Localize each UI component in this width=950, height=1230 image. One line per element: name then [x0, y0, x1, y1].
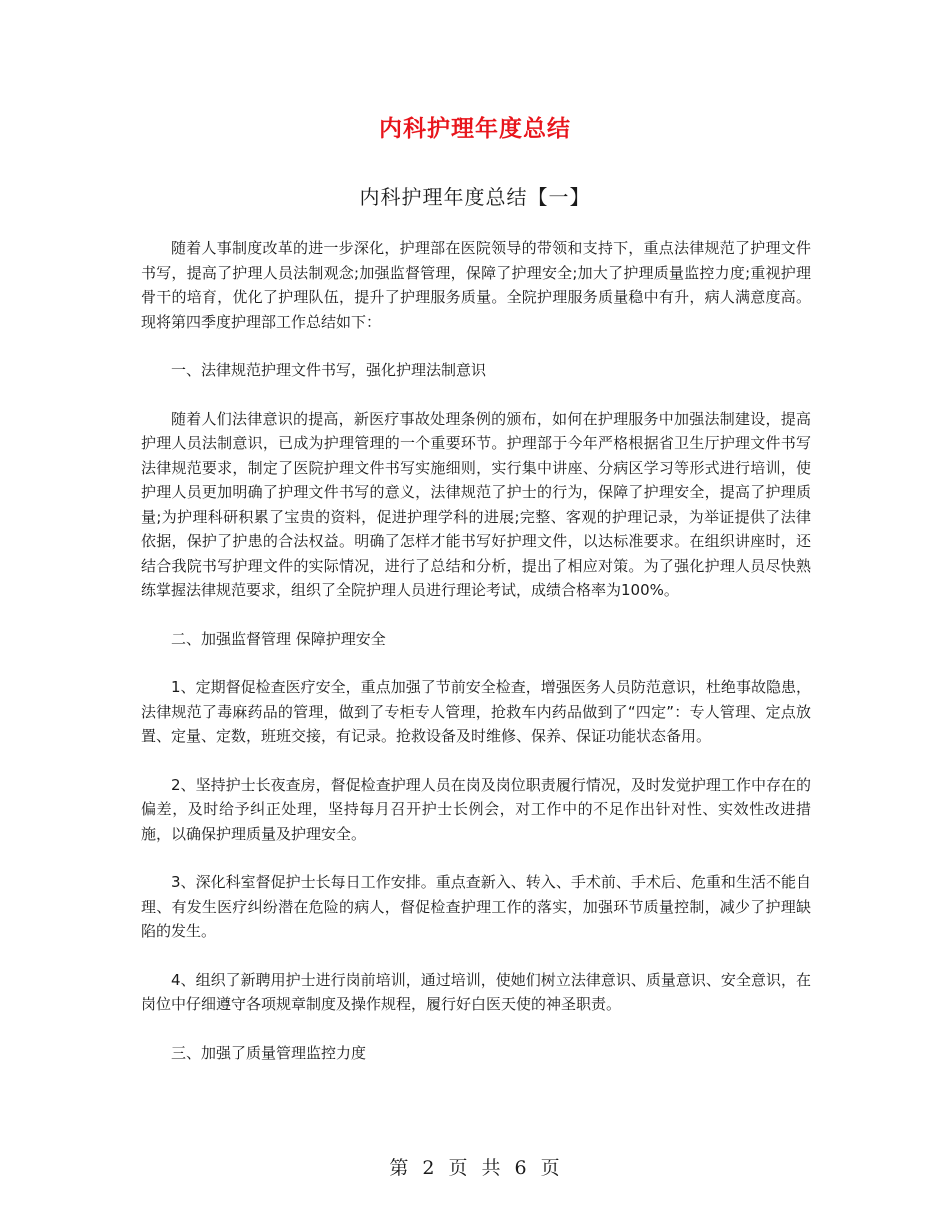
section-title: 内科护理年度总结【一】 [359, 185, 591, 209]
heading-one: 一、法律规范护理文件书写，强化护理法制意识 [171, 361, 487, 379]
document-body [141, 236, 811, 1065]
list-item-2: 2、坚持护士长夜查房，督促检查护理人员在岗及岗位职责履行情况，及时发觉护理工作中存在的偏差，及时给予纠正处理，坚持每月召开护士长例会，对工作中的不足作出针对性、实效性改进措施，以确保护理质量及护理安全。 [141, 775, 811, 843]
page-number-footer: 第 2 页 共 6 页 [389, 1157, 561, 1179]
list-item-1: 1、定期督促检查医疗安全，重点加强了节前安全检查，增强医务人员防范意识，杜绝事故隐患，法律规范了毒麻药品的管理，做到了专柜专人管理，抢救车内药品做到了“四定”：专人管理、定点放置、定量、定数，班班交接，有记录。抢救设备及时维修、保养、保证功能状态备用。 [141, 678, 811, 745]
list-item-3: 3、深化科室督促护士长每日工作安排。重点查新入、转入、手术前、手术后、危重和生活不能自理、有发生医疗纠纷潜在危险的病人，督促检查护理工作的落实，加强环节质量控制，减少了护理缺陷的发生。 [141, 873, 811, 940]
heading-three: 三、加强了质量管理监控力度 [171, 1043, 367, 1062]
heading-two: 二、加强监督管理 保障护理安全 [171, 629, 386, 648]
document-title: 内科护理年度总结 [379, 116, 571, 142]
list-item-4: 4、组织了新聘用护士进行岗前培训，通过培训，使她们树立法律意识、质量意识、安全意识，在岗位中仔细遵守各项规章制度及操作规程，履行好白医天使的神圣职责。 [141, 970, 811, 1013]
intro-paragraph: 随着人事制度改革的进一步深化，护理部在医院领导的带领和支持下，重点法律规范了护理文件书写，提高了护理人员法制观念;加强监督管理，保障了护理安全;加大了护理质量监控力度;重视护理骨干的培育，优化了护理队伍，提升了护理服务质量。全院护理服务质量稳中有升，病人满意度高。现将第四季度护理部工作总结如下： [141, 239, 811, 331]
paragraph-legal-documents: 随着人们法律意识的提高，新医疗事故处理条例的颁布，如何在护理服务中加强法制建设，提高护理人员法制意识，已成为护理管理的一个重要环节。护理部于今年严格根据省卫生厅护理文件书写法律规范要求，制定了医院护理文件书写实施细则，实行集中讲座、分病区学习等形式进行培训，使护理人员更加明确了护理文件书写的意义，法律规范了护士的行为，保障了护理安全，提高了护理质量;为护理科研积累了宝贵的资料，促进护理学科的进展;完整、客观的护理记录，为举证提供了法律依据，保护了护患的合法权益。明确了怎样才能书写好护理文件，以达标准要求。在组织讲座时，还结合我院书写护理文件的实际情况，进行了总结和分析，提出了相应对策。为了强化护理人员尽快熟练掌握法律规范要求，组织了全院护理人员进行理论考试，成绩合格率为100%。 [141, 409, 811, 599]
